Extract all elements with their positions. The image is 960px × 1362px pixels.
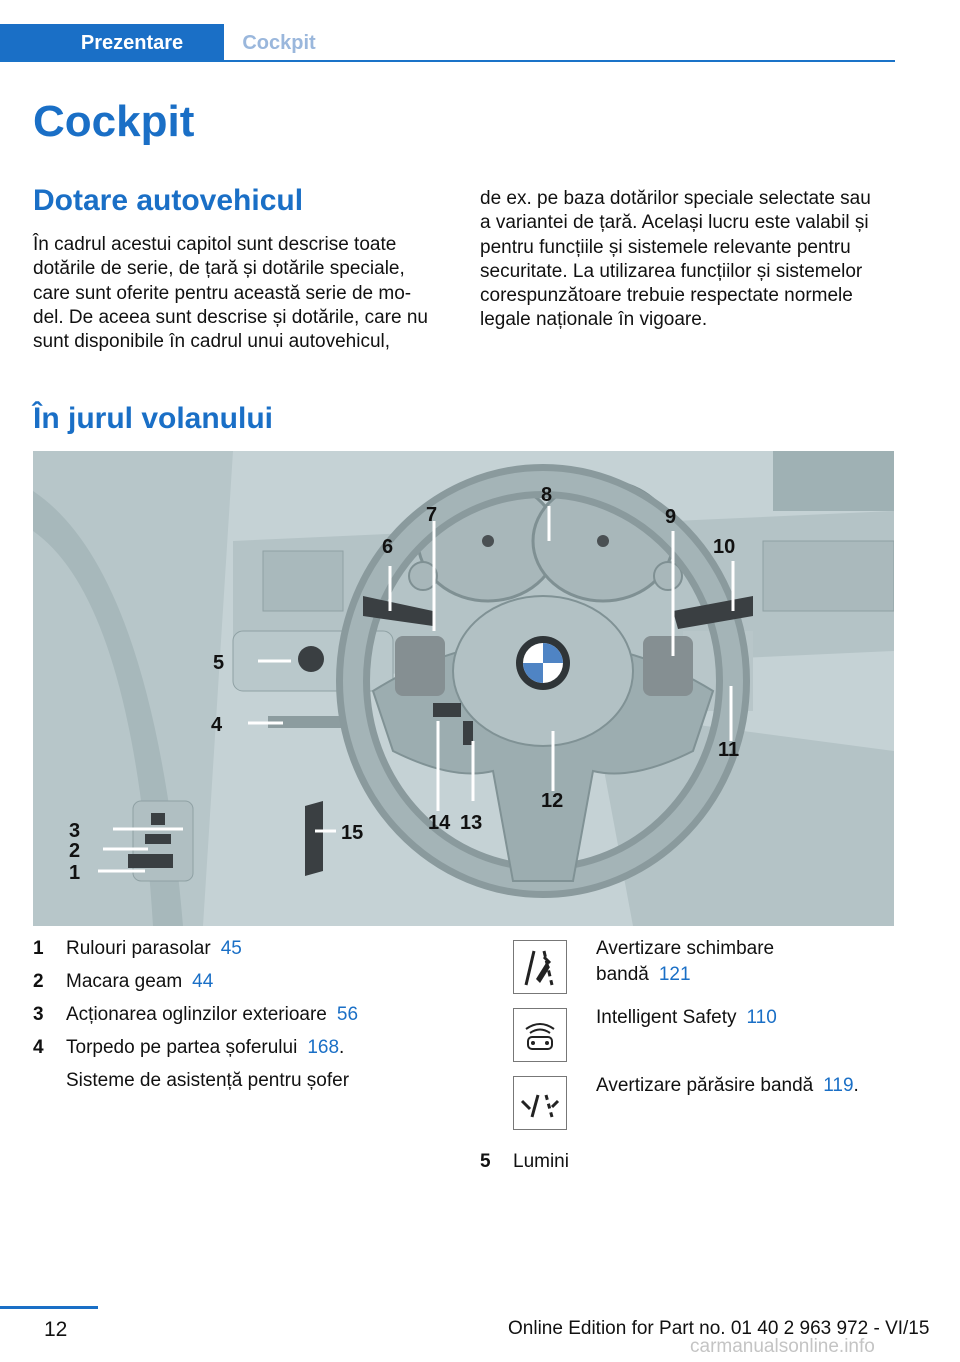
footer-divider	[0, 1306, 98, 1309]
item-text: Acționarea oglinzilor exterioare	[66, 1004, 327, 1025]
intro-line: legale naționale în vigoare.	[480, 309, 708, 331]
section-title-dotare: Dotare autovehicul	[33, 184, 304, 217]
item-number: 3	[33, 1004, 44, 1025]
edition-text: Online Edition for Part no. 01 40 2 963 972 - VI/15	[508, 1318, 930, 1339]
header-divider	[0, 60, 895, 62]
section-title-volan: În jurul volanului	[33, 402, 273, 435]
figure-label-14: 14	[428, 812, 451, 834]
intelligent-safety-icon	[513, 1008, 567, 1062]
list-item	[596, 1007, 777, 1029]
item-suffix: .	[853, 1075, 859, 1096]
list-item	[596, 964, 691, 986]
item-suffix: .	[339, 1037, 345, 1058]
watermark: carmanualsonline.info	[690, 1336, 875, 1357]
item-text: Lumini	[513, 1151, 569, 1172]
figure-label-2: 2	[69, 840, 81, 862]
legend-list-right	[596, 938, 896, 1098]
figure-label-7: 7	[426, 504, 438, 526]
figure-label-8: 8	[541, 484, 553, 506]
item-text: Intelligent Safety	[596, 1007, 737, 1028]
item-number: 5	[480, 1151, 491, 1172]
item-text: Rulouri parasolar	[66, 938, 211, 959]
item-number: 2	[33, 971, 44, 992]
item-number: 4	[33, 1037, 44, 1058]
item-subtext: Sisteme de asistență pentru șofer	[66, 1070, 350, 1091]
page-ref-link[interactable]: 119	[823, 1075, 854, 1096]
figure-label-6: 6	[382, 536, 394, 558]
figure-label-15: 15	[341, 822, 364, 844]
page-ref-link[interactable]: 45	[220, 938, 242, 959]
intro-column-2	[480, 187, 895, 333]
figure-label-10: 10	[713, 536, 736, 558]
intro-column-1	[33, 233, 448, 354]
intro-line: care sunt oferite pentru această serie de mo-	[33, 282, 412, 304]
legend-list-left	[33, 938, 453, 1098]
page-number: 12	[44, 1318, 68, 1341]
item-number: 1	[33, 938, 44, 959]
list-item	[596, 1075, 859, 1097]
legend-item-5	[480, 1151, 780, 1181]
item-text: Avertizare părăsire bandă	[596, 1075, 814, 1096]
page-ref-link[interactable]: 110	[746, 1007, 777, 1028]
intro-line: de ex. pe baza dotărilor speciale selectate sau	[480, 188, 871, 209]
intro-line: În cadrul acestui capitol sunt descrise toate	[33, 234, 397, 255]
item-text: Macara geam	[66, 971, 183, 992]
header-tabs	[0, 24, 895, 62]
figure-label-4: 4	[211, 714, 223, 736]
lane-departure-warning-icon	[513, 1076, 567, 1130]
intro-line: dotările de serie, de țară și dotările speciale,	[33, 258, 405, 280]
intro-line: corespunzătoare trebuie respectate normele	[480, 285, 853, 307]
item-text: bandă	[596, 964, 649, 985]
item-text: Avertizare schimbare	[596, 938, 775, 959]
lane-change-warning-icon	[513, 940, 567, 994]
figure-label-1: 1	[69, 862, 81, 884]
intro-line: sunt disponibile în cadrul unui autovehicul,	[33, 331, 391, 353]
page-title: Cockpit	[33, 97, 195, 146]
intro-line: securitate. La utilizarea funcțiilor și sistemelor	[480, 260, 863, 282]
figure-label-13: 13	[460, 812, 483, 834]
page-ref-link[interactable]: 56	[336, 1004, 359, 1025]
tab-prezentare[interactable]: Prezentare	[0, 24, 224, 62]
cockpit-figure	[33, 451, 894, 926]
page-ref-link[interactable]: 121	[658, 964, 691, 985]
intro-line: a variantei de țară. Același lucru este valabil și	[480, 212, 869, 234]
figure-label-12: 12	[541, 790, 564, 812]
figure-label-3: 3	[69, 820, 81, 842]
steering-wheel-illustration	[33, 451, 894, 926]
page-ref-link[interactable]: 44	[192, 971, 214, 992]
tab-cockpit[interactable]: Cockpit	[242, 32, 316, 54]
figure-label-11: 11	[718, 739, 740, 761]
figure-label-9: 9	[665, 506, 677, 528]
item-text: Torpedo pe partea șoferului	[66, 1037, 298, 1058]
intro-line: del. De aceea sunt descrise și dotările, care nu	[33, 306, 428, 328]
intro-line: pentru funcțiile și sistemele relevante pentru	[480, 236, 851, 258]
page-ref-link[interactable]: 168	[307, 1037, 340, 1058]
list-item	[596, 938, 774, 960]
figure-label-5: 5	[213, 652, 225, 674]
